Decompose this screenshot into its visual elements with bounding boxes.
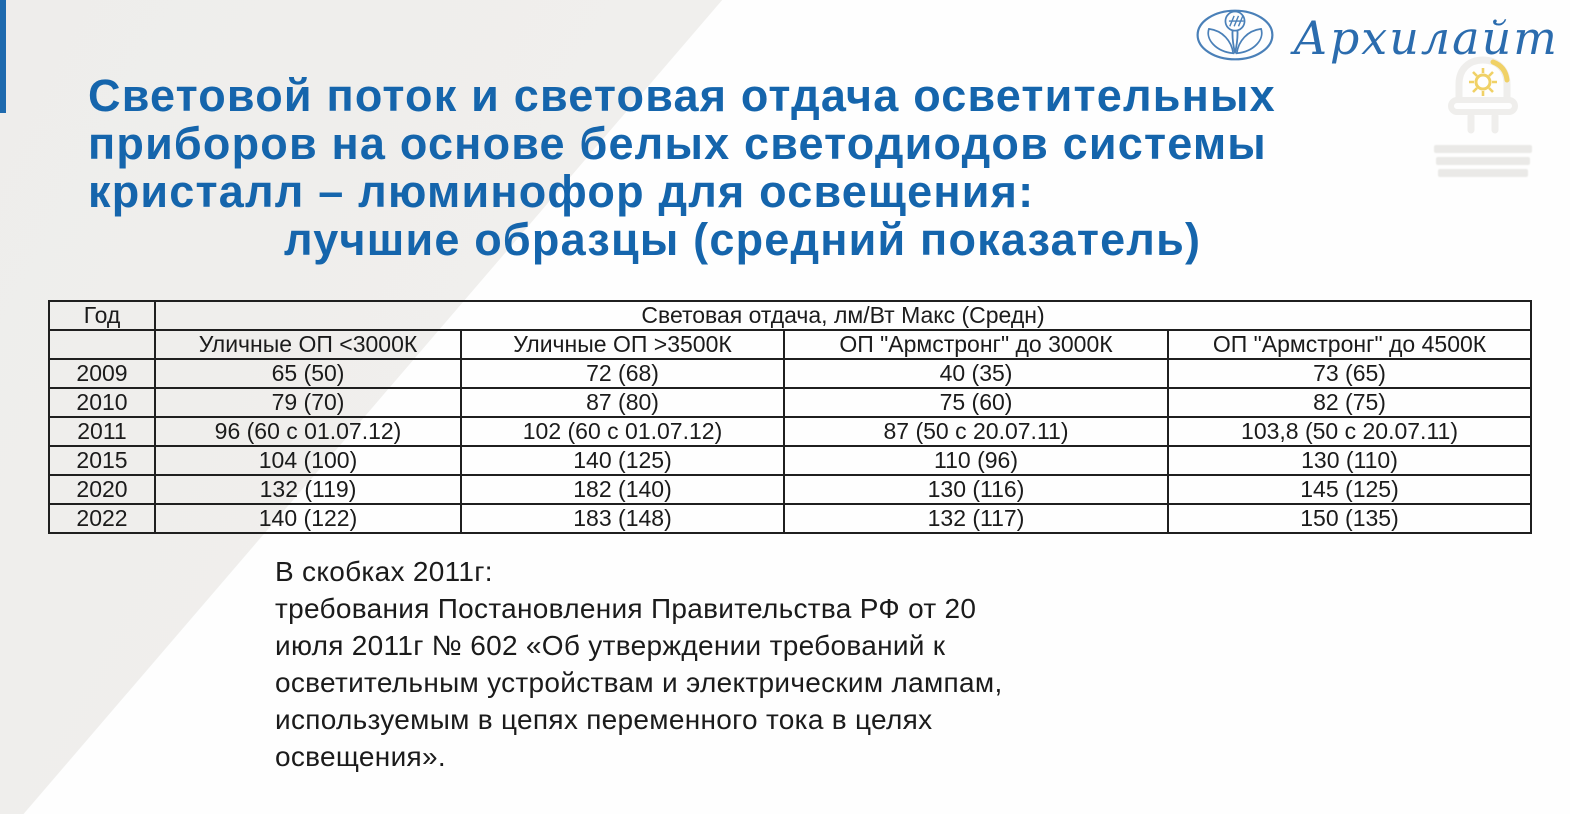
year-cell: 2009 bbox=[49, 359, 155, 388]
title-line-3: кристалл – люминофор для освещения: bbox=[88, 166, 1035, 217]
value-cell: 140 (125) bbox=[461, 446, 784, 475]
span-header-cell: Световая отдача, лм/Вт Макс (Средн) bbox=[155, 301, 1531, 330]
title-line-2: приборов на основе белых светодиодов системы bbox=[88, 118, 1267, 169]
value-cell: 87 (50 с 20.07.11) bbox=[784, 417, 1168, 446]
column-header-cell: ОП "Армстронг" до 4500К bbox=[1168, 330, 1531, 359]
led-lamp-icon bbox=[1441, 123, 1525, 140]
footnote-line-1: В скобках 2011г: bbox=[275, 556, 493, 587]
watermark-caption-line bbox=[1434, 145, 1532, 153]
value-cell: 103,8 (50 с 20.07.11) bbox=[1168, 417, 1531, 446]
table-row bbox=[49, 446, 1531, 475]
table-row bbox=[49, 359, 1531, 388]
value-cell: 82 (75) bbox=[1168, 388, 1531, 417]
empty-header-cell bbox=[49, 330, 155, 359]
value-cell: 145 (125) bbox=[1168, 475, 1531, 504]
table-header-row-1 bbox=[49, 301, 1531, 330]
value-cell: 110 (96) bbox=[784, 446, 1168, 475]
slide-title bbox=[88, 72, 1448, 264]
year-cell: 2022 bbox=[49, 504, 155, 533]
value-cell: 132 (117) bbox=[784, 504, 1168, 533]
value-cell: 96 (60 с 01.07.12) bbox=[155, 417, 461, 446]
table-row bbox=[49, 417, 1531, 446]
title-line-1: Световой поток и световая отдача осветительных bbox=[88, 70, 1276, 121]
year-cell: 2020 bbox=[49, 475, 155, 504]
left-accent-bar bbox=[0, 0, 6, 113]
footnote bbox=[275, 553, 1003, 775]
value-cell: 72 (68) bbox=[461, 359, 784, 388]
value-cell: 130 (110) bbox=[1168, 446, 1531, 475]
flower-emblem-icon bbox=[1195, 8, 1275, 67]
value-cell: 140 (122) bbox=[155, 504, 461, 533]
year-cell: 2010 bbox=[49, 388, 155, 417]
value-cell: 87 (80) bbox=[461, 388, 784, 417]
footnote-line-6: освещения». bbox=[275, 741, 446, 772]
value-cell: 73 (65) bbox=[1168, 359, 1531, 388]
value-cell: 132 (119) bbox=[155, 475, 461, 504]
watermark-caption-line bbox=[1436, 157, 1530, 165]
value-cell: 183 (148) bbox=[461, 504, 784, 533]
column-header-cell: Уличные ОП >3500К bbox=[461, 330, 784, 359]
year-cell: 2015 bbox=[49, 446, 155, 475]
year-header-cell: Год bbox=[49, 301, 155, 330]
column-header-cell: Уличные ОП <3000К bbox=[155, 330, 461, 359]
value-cell: 150 (135) bbox=[1168, 504, 1531, 533]
footnote-line-4: осветительным устройствам и электрическим лампам, bbox=[275, 667, 1003, 698]
value-cell: 182 (140) bbox=[461, 475, 784, 504]
table-row bbox=[49, 504, 1531, 533]
value-cell: 65 (50) bbox=[155, 359, 461, 388]
footnote-line-5: используемым в цепях переменного тока в целях bbox=[275, 704, 933, 735]
footnote-line-3: июля 2011г № 602 «Об утверждении требований к bbox=[275, 630, 946, 661]
year-cell: 2011 bbox=[49, 417, 155, 446]
value-cell: 130 (116) bbox=[784, 475, 1168, 504]
value-cell: 75 (60) bbox=[784, 388, 1168, 417]
table-row bbox=[49, 475, 1531, 504]
table-header-row-2 bbox=[49, 330, 1531, 359]
value-cell: 79 (70) bbox=[155, 388, 461, 417]
value-cell: 104 (100) bbox=[155, 446, 461, 475]
logo-name: Архилайт bbox=[1293, 10, 1559, 65]
table-row bbox=[49, 388, 1531, 417]
luminous-efficacy-table bbox=[48, 300, 1532, 534]
watermark-caption-line bbox=[1438, 169, 1528, 177]
value-cell: 102 (60 с 01.07.12) bbox=[461, 417, 784, 446]
title-line-4: лучшие образцы (средний показатель) bbox=[284, 214, 1202, 265]
footnote-line-2: требования Постановления Правительства РФ от 20 bbox=[275, 593, 977, 624]
value-cell: 40 (35) bbox=[784, 359, 1168, 388]
column-header-cell: ОП "Армстронг" до 3000К bbox=[784, 330, 1168, 359]
